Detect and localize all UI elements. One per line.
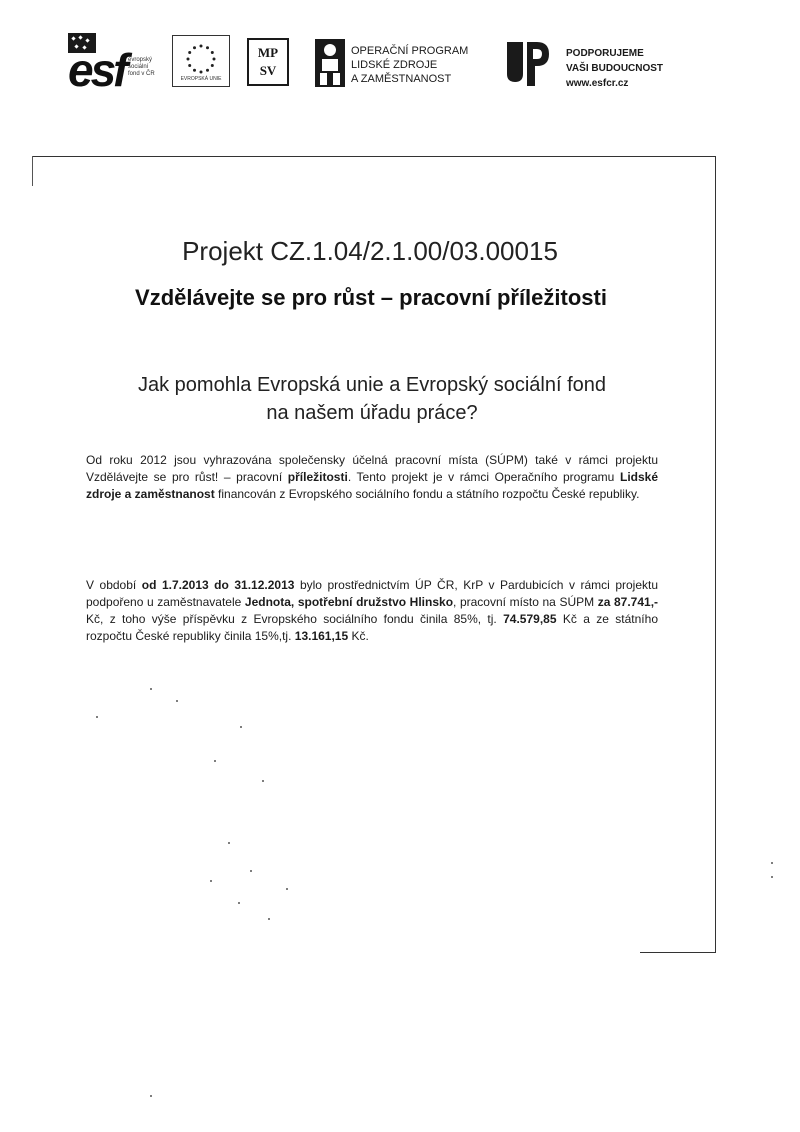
esf-logo-caption: evropský sociální fond v ČR [128,57,155,77]
bold-run: příležitosti [287,470,348,484]
project-id: Projekt CZ.1.04/2.1.00/03.00015 [182,236,558,266]
up-logo-text [566,46,663,91]
bold-run: 13.161,15 [294,629,349,643]
project-title: Vzdělávejte se pro růst – pracovní příležitosti [135,285,607,310]
esf-logo-word: esf [68,44,126,96]
question-heading [0,371,744,427]
bold-run: za 87.741,- [597,595,659,609]
op-figure-icon [314,37,346,89]
esf-logo [68,33,168,96]
text-run: Kč a ze státního rozpočtu České republiky činila 15%,tj. [86,612,658,643]
eu-stars-icon [186,44,216,74]
up-logo-line1: PODPORUJEME [566,48,644,59]
text-run: Kč. [348,629,369,643]
text-run: Kč, z toho výše příspěvku z Evropského sociálního fondu činila 85%, tj. [86,612,504,626]
frame-border-top [32,156,716,157]
mpsv-logo-line2: SV [259,63,277,78]
text-run: Od roku 2012 jsou vyhrazována společensky účelná pracovní místa (SÚPM) také v rámci projektu Vzdělávejte se pro růst! – pracovní [86,453,658,484]
bold-run: Lidské zdroje a zaměstnanost [86,470,658,501]
up-logo-url: www.esfcr.cz [566,78,629,89]
frame-border-bottom [640,952,716,953]
bold-run: 74.579,85 [503,612,557,626]
up-logo-line2: VAŠI BUDOUCNOST [566,63,664,74]
op-logo-text [351,44,468,86]
op-logo-line3: A ZAMĚSTNANOST [351,73,452,85]
bold-run: od 1.7.2013 do 31.12.2013 [141,578,295,592]
frame-border-right [715,156,716,953]
bold-run: Jednota, spotřební družstvo Hlinsko [244,595,454,609]
op-logo-line2: LIDSKÉ ZDROJE [351,59,438,71]
paragraph-funding [86,577,658,645]
frame-border-left [32,156,33,186]
text-run: V období [86,578,142,592]
question-line-2: na našem úřadu práce? [266,402,478,424]
mpsv-logo-line1: MP [257,45,279,60]
text-run: financován z Evropského sociálního fondu a státního rozpočtu České republiky. [214,487,640,501]
eu-logo [172,35,230,87]
text-run: . Tento projekt je v rámci Operačního programu [347,470,620,484]
eu-logo-caption: EVROPSKÁ UNIE [180,76,222,82]
up-arrow-logo-icon [503,38,553,90]
question-line-1: Jak pomohla Evropská unie a Evropský sociální fond [137,374,607,396]
text-run: , pracovní místo na SÚPM [453,595,598,609]
paragraph-intro [86,452,658,503]
op-logo-line1: OPERAČNÍ PROGRAM [351,45,469,57]
text-run: bylo prostřednictvím ÚP ČR, KrP v Pardubicích v rámci projektu podpořeno u zaměstnavatele [86,578,659,609]
mpsv-logo [247,38,289,86]
